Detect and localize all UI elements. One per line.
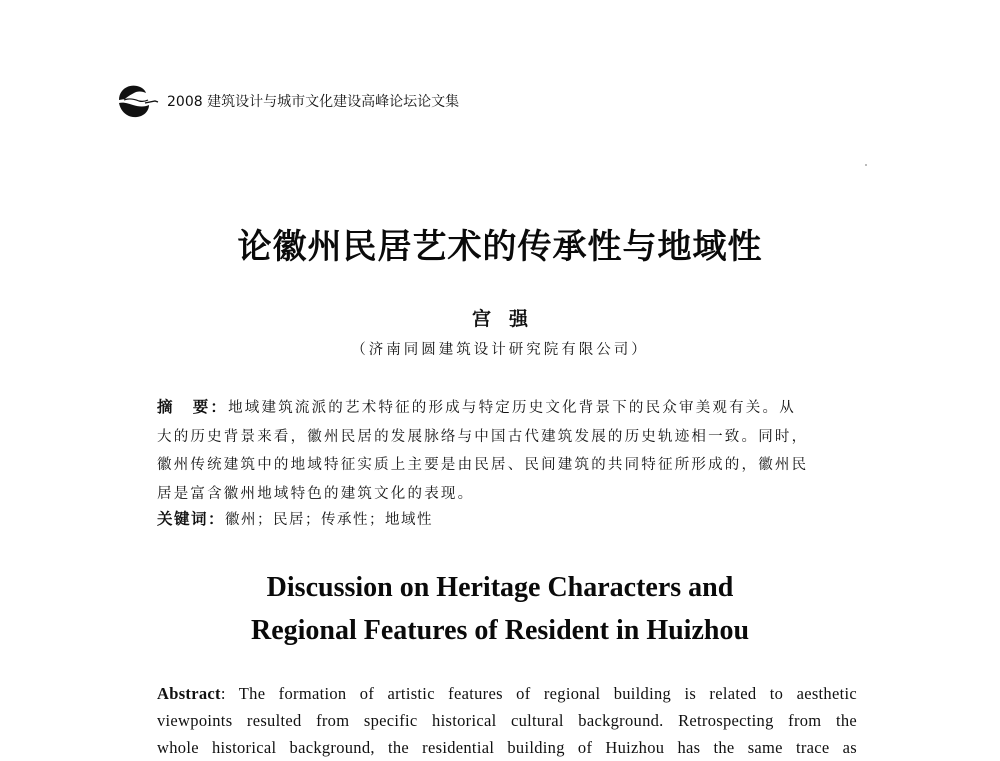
keywords-chinese — [157, 507, 433, 529]
author-affiliation: （济南同圆建筑设计研究院有限公司） — [351, 342, 649, 358]
keywords-value: 徽州；民居；传承性；地域性 — [225, 512, 434, 528]
abstract-en-separator: : — [220, 684, 239, 703]
paper-title-chinese: 论徽州民居艺术的传承性与地域性 — [237, 227, 763, 267]
abstract-en-text: The formation of artistic features of regional building is related to aesthetic — [238, 684, 857, 703]
abstract-en-line-2: viewpoints resulted from specific historical cultural background. Retrospecting from the — [157, 711, 857, 730]
title-en-line-2: Regional Features of Resident in Huizhou — [250, 615, 750, 646]
abstract-cn-line-1 — [157, 393, 857, 423]
abstract-chinese — [157, 393, 857, 508]
abstract-en-line-3: whole historical background, the residential building of Huizhou has the same trace as — [157, 738, 857, 757]
title-en-line-1: Discussion on Heritage Characters and — [266, 572, 734, 603]
running-header-text: 2008 建筑设计与城市文化建设高峰论坛论文集 — [167, 94, 460, 110]
abstract-cn-label — [157, 398, 228, 416]
keywords-label: 关键词： — [157, 510, 226, 528]
abstract-cn-label-part1: 摘 — [157, 398, 175, 416]
abstract-cn-line-3: 徽州传统建筑中的地域特征实质上主要是由民居、民间建筑的共同特征所形成的，徽州民 — [157, 457, 809, 473]
conference-logo-icon — [115, 83, 159, 119]
abstract-en-label: Abstract — [157, 684, 221, 703]
author-name: 宫强 — [471, 308, 546, 330]
abstract-cn-label-part2: 要： — [192, 398, 229, 416]
paper-title-english — [0, 566, 1000, 652]
abstract-cn-line-4: 居是富含徽州地域特色的建筑文化的表现。 — [157, 485, 475, 502]
abstract-cn-text: 地域建筑流派的艺术特征的形成与特定历史文化背景下的民众审美观有关。从 — [228, 400, 796, 416]
abstract-english — [157, 680, 857, 761]
abstract-en-line-1 — [157, 680, 857, 707]
scan-dot — [865, 164, 867, 166]
running-header — [115, 83, 459, 119]
abstract-cn-line-2: 大的历史背景来看，徽州民居的发展脉络与中国古代建筑发展的历史轨迹相一致。同时， — [157, 428, 809, 445]
